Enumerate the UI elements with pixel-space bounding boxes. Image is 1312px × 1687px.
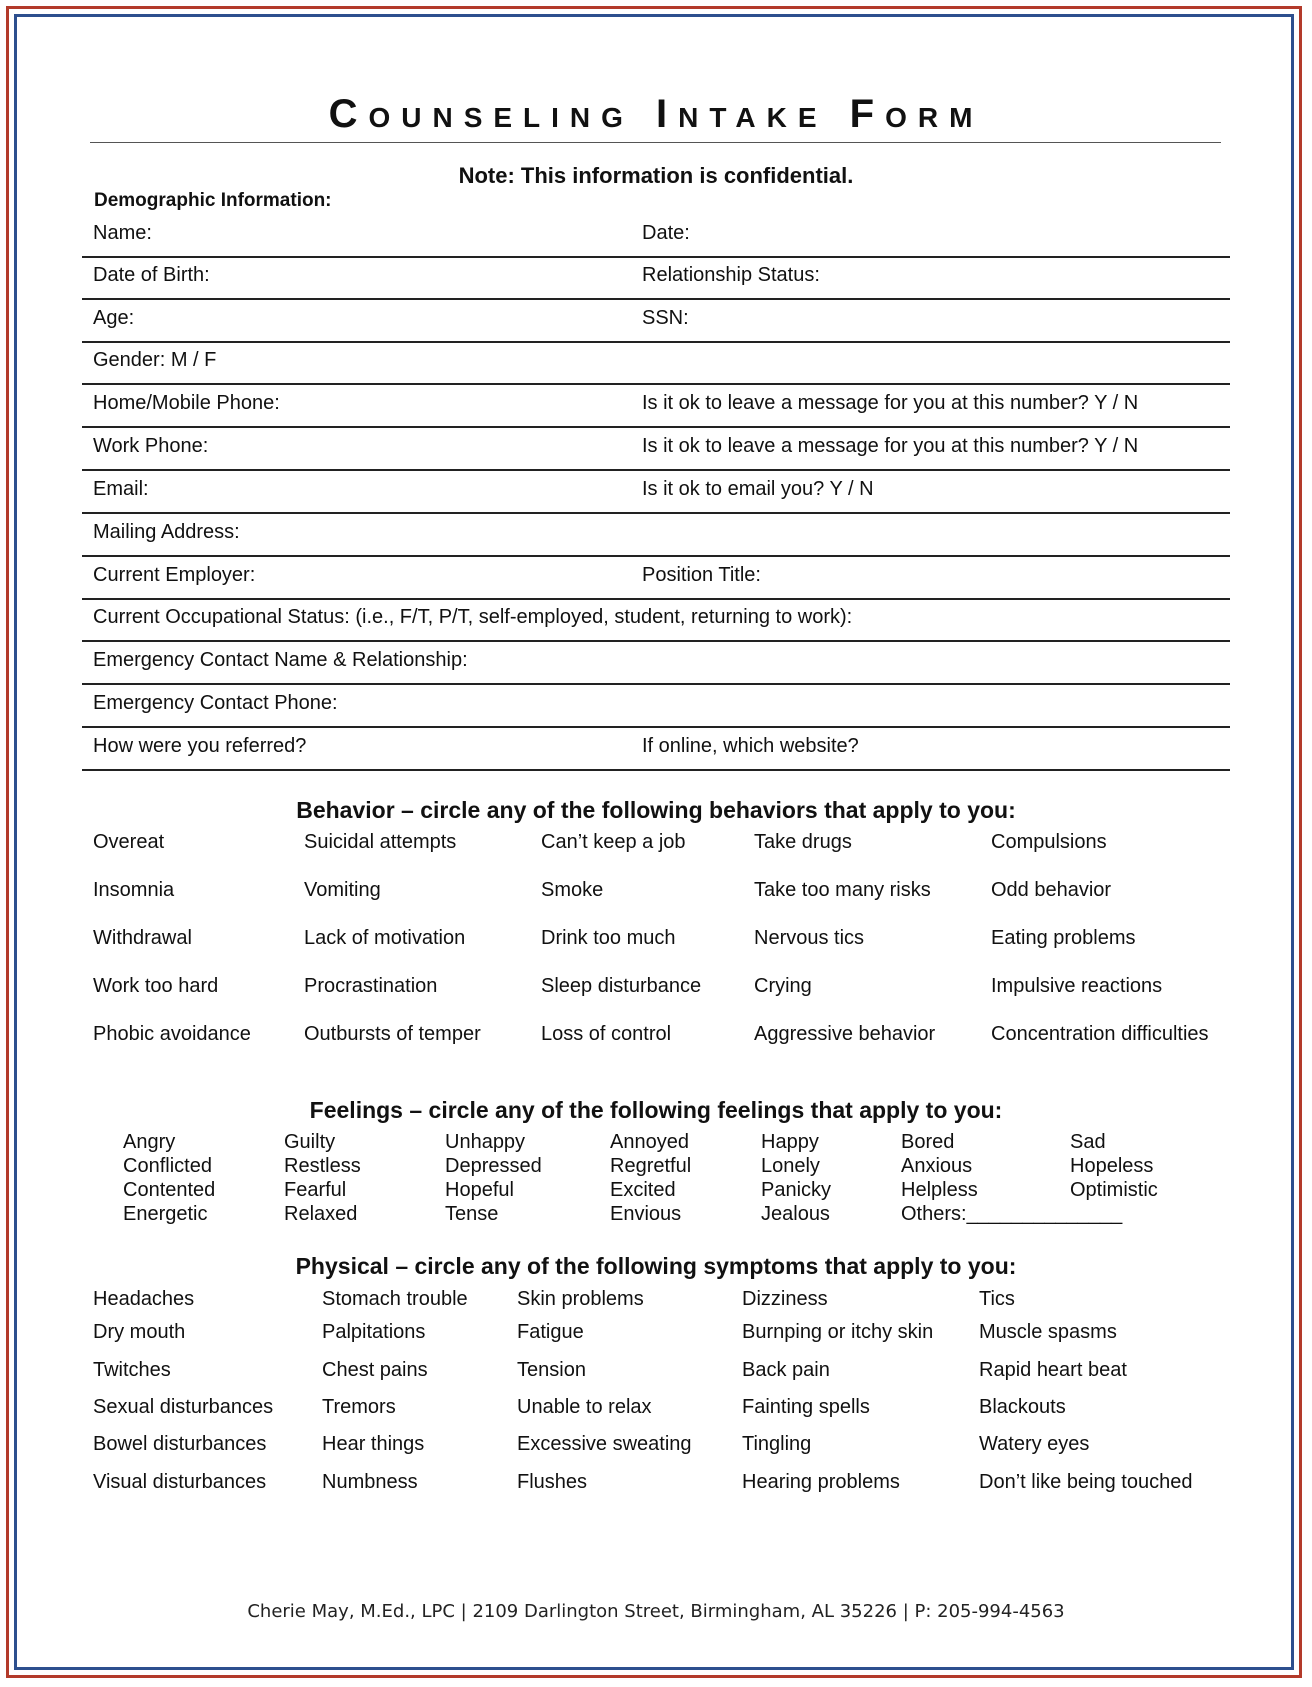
behavior-item[interactable]: Eating problems xyxy=(991,927,1136,949)
field-label: Is it ok to leave a message for you at this number? Y / N xyxy=(642,435,1139,457)
field-label: Mailing Address: xyxy=(93,521,240,543)
field-label: Date of Birth: xyxy=(93,264,210,286)
demographic-row xyxy=(82,727,1230,771)
symptom-item[interactable]: Hear things xyxy=(322,1433,425,1455)
feeling-item[interactable]: Annoyed xyxy=(610,1131,689,1153)
demographic-row xyxy=(82,641,1230,685)
behavior-item[interactable]: Compulsions xyxy=(991,831,1107,853)
behavior-item[interactable]: Smoke xyxy=(541,879,604,901)
field-label: Is it ok to email you? Y / N xyxy=(642,478,874,500)
field-label: Email: xyxy=(93,478,149,500)
feeling-item[interactable]: Tense xyxy=(445,1203,499,1225)
behavior-item[interactable]: Vomiting xyxy=(304,879,381,901)
feeling-item[interactable]: Excited xyxy=(610,1179,676,1201)
demographic-row xyxy=(82,684,1230,728)
feeling-item[interactable]: Bored xyxy=(901,1131,955,1153)
field-label: Date: xyxy=(642,222,690,244)
feeling-item[interactable]: Jealous xyxy=(761,1203,830,1225)
behavior-item[interactable]: Phobic avoidance xyxy=(93,1023,251,1045)
symptom-item[interactable]: Burnping or itchy skin xyxy=(742,1321,934,1343)
field-label: If online, which website? xyxy=(642,735,859,757)
symptom-item[interactable]: Dizziness xyxy=(742,1288,828,1310)
feeling-item[interactable]: Guilty xyxy=(284,1131,336,1153)
physical-heading: Physical – circle any of the following symptoms that apply to you: xyxy=(295,1253,1017,1279)
demographic-row xyxy=(82,427,1230,471)
demographic-row xyxy=(82,384,1230,428)
demographic-row xyxy=(82,214,1230,258)
behavior-item[interactable]: Aggressive behavior xyxy=(754,1023,936,1045)
field-label: Gender: M / F xyxy=(93,349,217,371)
symptom-item[interactable]: Skin problems xyxy=(517,1288,644,1310)
symptom-item[interactable]: Back pain xyxy=(742,1359,830,1381)
behavior-item[interactable]: Lack of motivation xyxy=(304,927,466,949)
field-label: Home/Mobile Phone: xyxy=(93,392,280,414)
symptom-item[interactable]: Chest pains xyxy=(322,1359,428,1381)
behavior-item[interactable]: Sleep disturbance xyxy=(541,975,702,997)
symptom-item[interactable]: Don’t like being touched xyxy=(979,1471,1193,1493)
behavior-item[interactable]: Withdrawal xyxy=(93,927,192,949)
title-divider xyxy=(90,142,1221,143)
demographic-row xyxy=(82,470,1230,514)
symptom-item[interactable]: Rapid heart beat xyxy=(979,1359,1127,1381)
symptom-item[interactable]: Palpitations xyxy=(322,1321,426,1343)
behavior-heading: Behavior – circle any of the following behaviors that apply to you: xyxy=(296,797,1016,823)
field-label: Work Phone: xyxy=(93,435,209,457)
behavior-item[interactable]: Odd behavior xyxy=(991,879,1112,901)
feeling-item[interactable]: Fearful xyxy=(284,1179,347,1201)
demographic-row xyxy=(82,299,1230,343)
field-label: Emergency Contact Phone: xyxy=(93,692,338,714)
symptom-item[interactable]: Twitches xyxy=(93,1359,171,1381)
feeling-item[interactable]: Regretful xyxy=(610,1155,692,1177)
feeling-item[interactable]: Helpless xyxy=(901,1179,978,1201)
field-label: Is it ok to leave a message for you at this number? Y / N xyxy=(642,392,1139,414)
demographic-row xyxy=(82,556,1230,600)
symptom-item[interactable]: Bowel disturbances xyxy=(93,1433,267,1455)
feeling-item[interactable]: Panicky xyxy=(761,1179,832,1201)
symptom-item[interactable]: Blackouts xyxy=(979,1396,1066,1418)
feeling-item[interactable]: Optimistic xyxy=(1070,1179,1158,1201)
feeling-item[interactable]: Anxious xyxy=(901,1155,973,1177)
symptom-item[interactable]: Unable to relax xyxy=(517,1396,652,1418)
behavior-item[interactable]: Take too many risks xyxy=(754,879,931,901)
symptom-item[interactable]: Hearing problems xyxy=(742,1471,900,1493)
behavior-item[interactable]: Insomnia xyxy=(93,879,175,901)
symptom-item[interactable]: Tremors xyxy=(322,1396,396,1418)
field-label: Name: xyxy=(93,222,152,244)
symptom-item[interactable]: Watery eyes xyxy=(979,1433,1090,1455)
field-label: Relationship Status: xyxy=(642,264,820,286)
demographic-row xyxy=(82,341,1230,385)
feeling-item[interactable]: Angry xyxy=(123,1131,176,1153)
feeling-item[interactable]: Lonely xyxy=(761,1155,820,1177)
behavior-item[interactable]: Work too hard xyxy=(93,975,219,997)
behavior-item[interactable]: Drink too much xyxy=(541,927,676,949)
demographic-row xyxy=(82,513,1230,557)
symptom-item[interactable]: Tics xyxy=(979,1288,1015,1310)
behavior-item[interactable]: Nervous tics xyxy=(754,927,865,949)
field-label: SSN: xyxy=(642,307,689,329)
feeling-item[interactable]: Envious xyxy=(610,1203,682,1225)
feeling-item[interactable]: Energetic xyxy=(123,1203,208,1225)
feeling-item[interactable]: Conflicted xyxy=(123,1155,212,1177)
symptom-item[interactable]: Headaches xyxy=(93,1288,195,1310)
feeling-item[interactable]: Restless xyxy=(284,1155,361,1177)
behavior-item[interactable]: Outbursts of temper xyxy=(304,1023,481,1045)
field-label: Emergency Contact Name & Relationship: xyxy=(93,649,468,671)
behavior-item[interactable]: Can’t keep a job xyxy=(541,831,686,853)
behavior-item[interactable]: Suicidal attempts xyxy=(304,831,457,853)
symptom-item[interactable]: Tingling xyxy=(742,1433,812,1455)
symptom-item[interactable]: Stomach trouble xyxy=(322,1288,468,1310)
feeling-item[interactable]: Depressed xyxy=(445,1155,542,1177)
behavior-item[interactable]: Concentration difficulties xyxy=(991,1023,1209,1045)
confidential-note: Note: This information is confidential. xyxy=(458,163,854,188)
behavior-item[interactable]: Crying xyxy=(754,975,812,997)
symptom-item[interactable]: Sexual disturbances xyxy=(93,1396,274,1418)
field-label: How were you referred? xyxy=(93,735,307,757)
symptom-item[interactable]: Excessive sweating xyxy=(517,1433,692,1455)
feeling-item[interactable]: Unhappy xyxy=(445,1131,526,1153)
feelings-heading: Feelings – circle any of the following feelings that apply to you: xyxy=(309,1097,1003,1123)
behavior-item[interactable]: Take drugs xyxy=(754,831,852,853)
feeling-item[interactable]: Happy xyxy=(761,1131,819,1153)
feeling-item[interactable]: Sad xyxy=(1070,1131,1106,1153)
demographic-heading: Demographic Information: xyxy=(94,190,332,211)
behavior-item[interactable]: Impulsive reactions xyxy=(991,975,1163,997)
symptom-item[interactable]: Visual disturbances xyxy=(93,1471,267,1493)
feeling-item[interactable]: Hopeless xyxy=(1070,1155,1154,1177)
feeling-item[interactable]: Relaxed xyxy=(284,1203,358,1225)
field-label: Current Employer: xyxy=(93,564,256,586)
feeling-item[interactable]: Contented xyxy=(123,1179,216,1201)
symptom-item[interactable]: Numbness xyxy=(322,1471,418,1493)
behavior-item[interactable]: Procrastination xyxy=(304,975,438,997)
feeling-item[interactable]: Hopeful xyxy=(445,1179,514,1201)
demographic-row xyxy=(82,256,1230,300)
symptom-item[interactable]: Muscle spasms xyxy=(979,1321,1117,1343)
symptom-item[interactable]: Fatigue xyxy=(517,1321,584,1343)
behavior-item[interactable]: Overeat xyxy=(93,831,165,853)
footer-contact: Cherie May, M.Ed., LPC | 2109 Darlington Street, Birmingham, AL 35226 | P: 205-994-4563 xyxy=(247,1601,1065,1622)
symptom-item[interactable]: Dry mouth xyxy=(93,1321,186,1343)
symptom-item[interactable]: Tension xyxy=(517,1359,586,1381)
form-title: Counseling Intake Form xyxy=(328,92,984,136)
behavior-item[interactable]: Loss of control xyxy=(541,1023,672,1045)
symptom-item[interactable]: Flushes xyxy=(517,1471,588,1493)
feeling-item[interactable]: Others:______________ xyxy=(901,1203,1123,1225)
field-label: Age: xyxy=(93,307,135,329)
field-label: Current Occupational Status: (i.e., F/T, P/T, self-employed, student, returning to work): xyxy=(93,606,853,628)
symptom-item[interactable]: Fainting spells xyxy=(742,1396,870,1418)
demographic-row xyxy=(82,598,1230,642)
field-label: Position Title: xyxy=(642,564,761,586)
